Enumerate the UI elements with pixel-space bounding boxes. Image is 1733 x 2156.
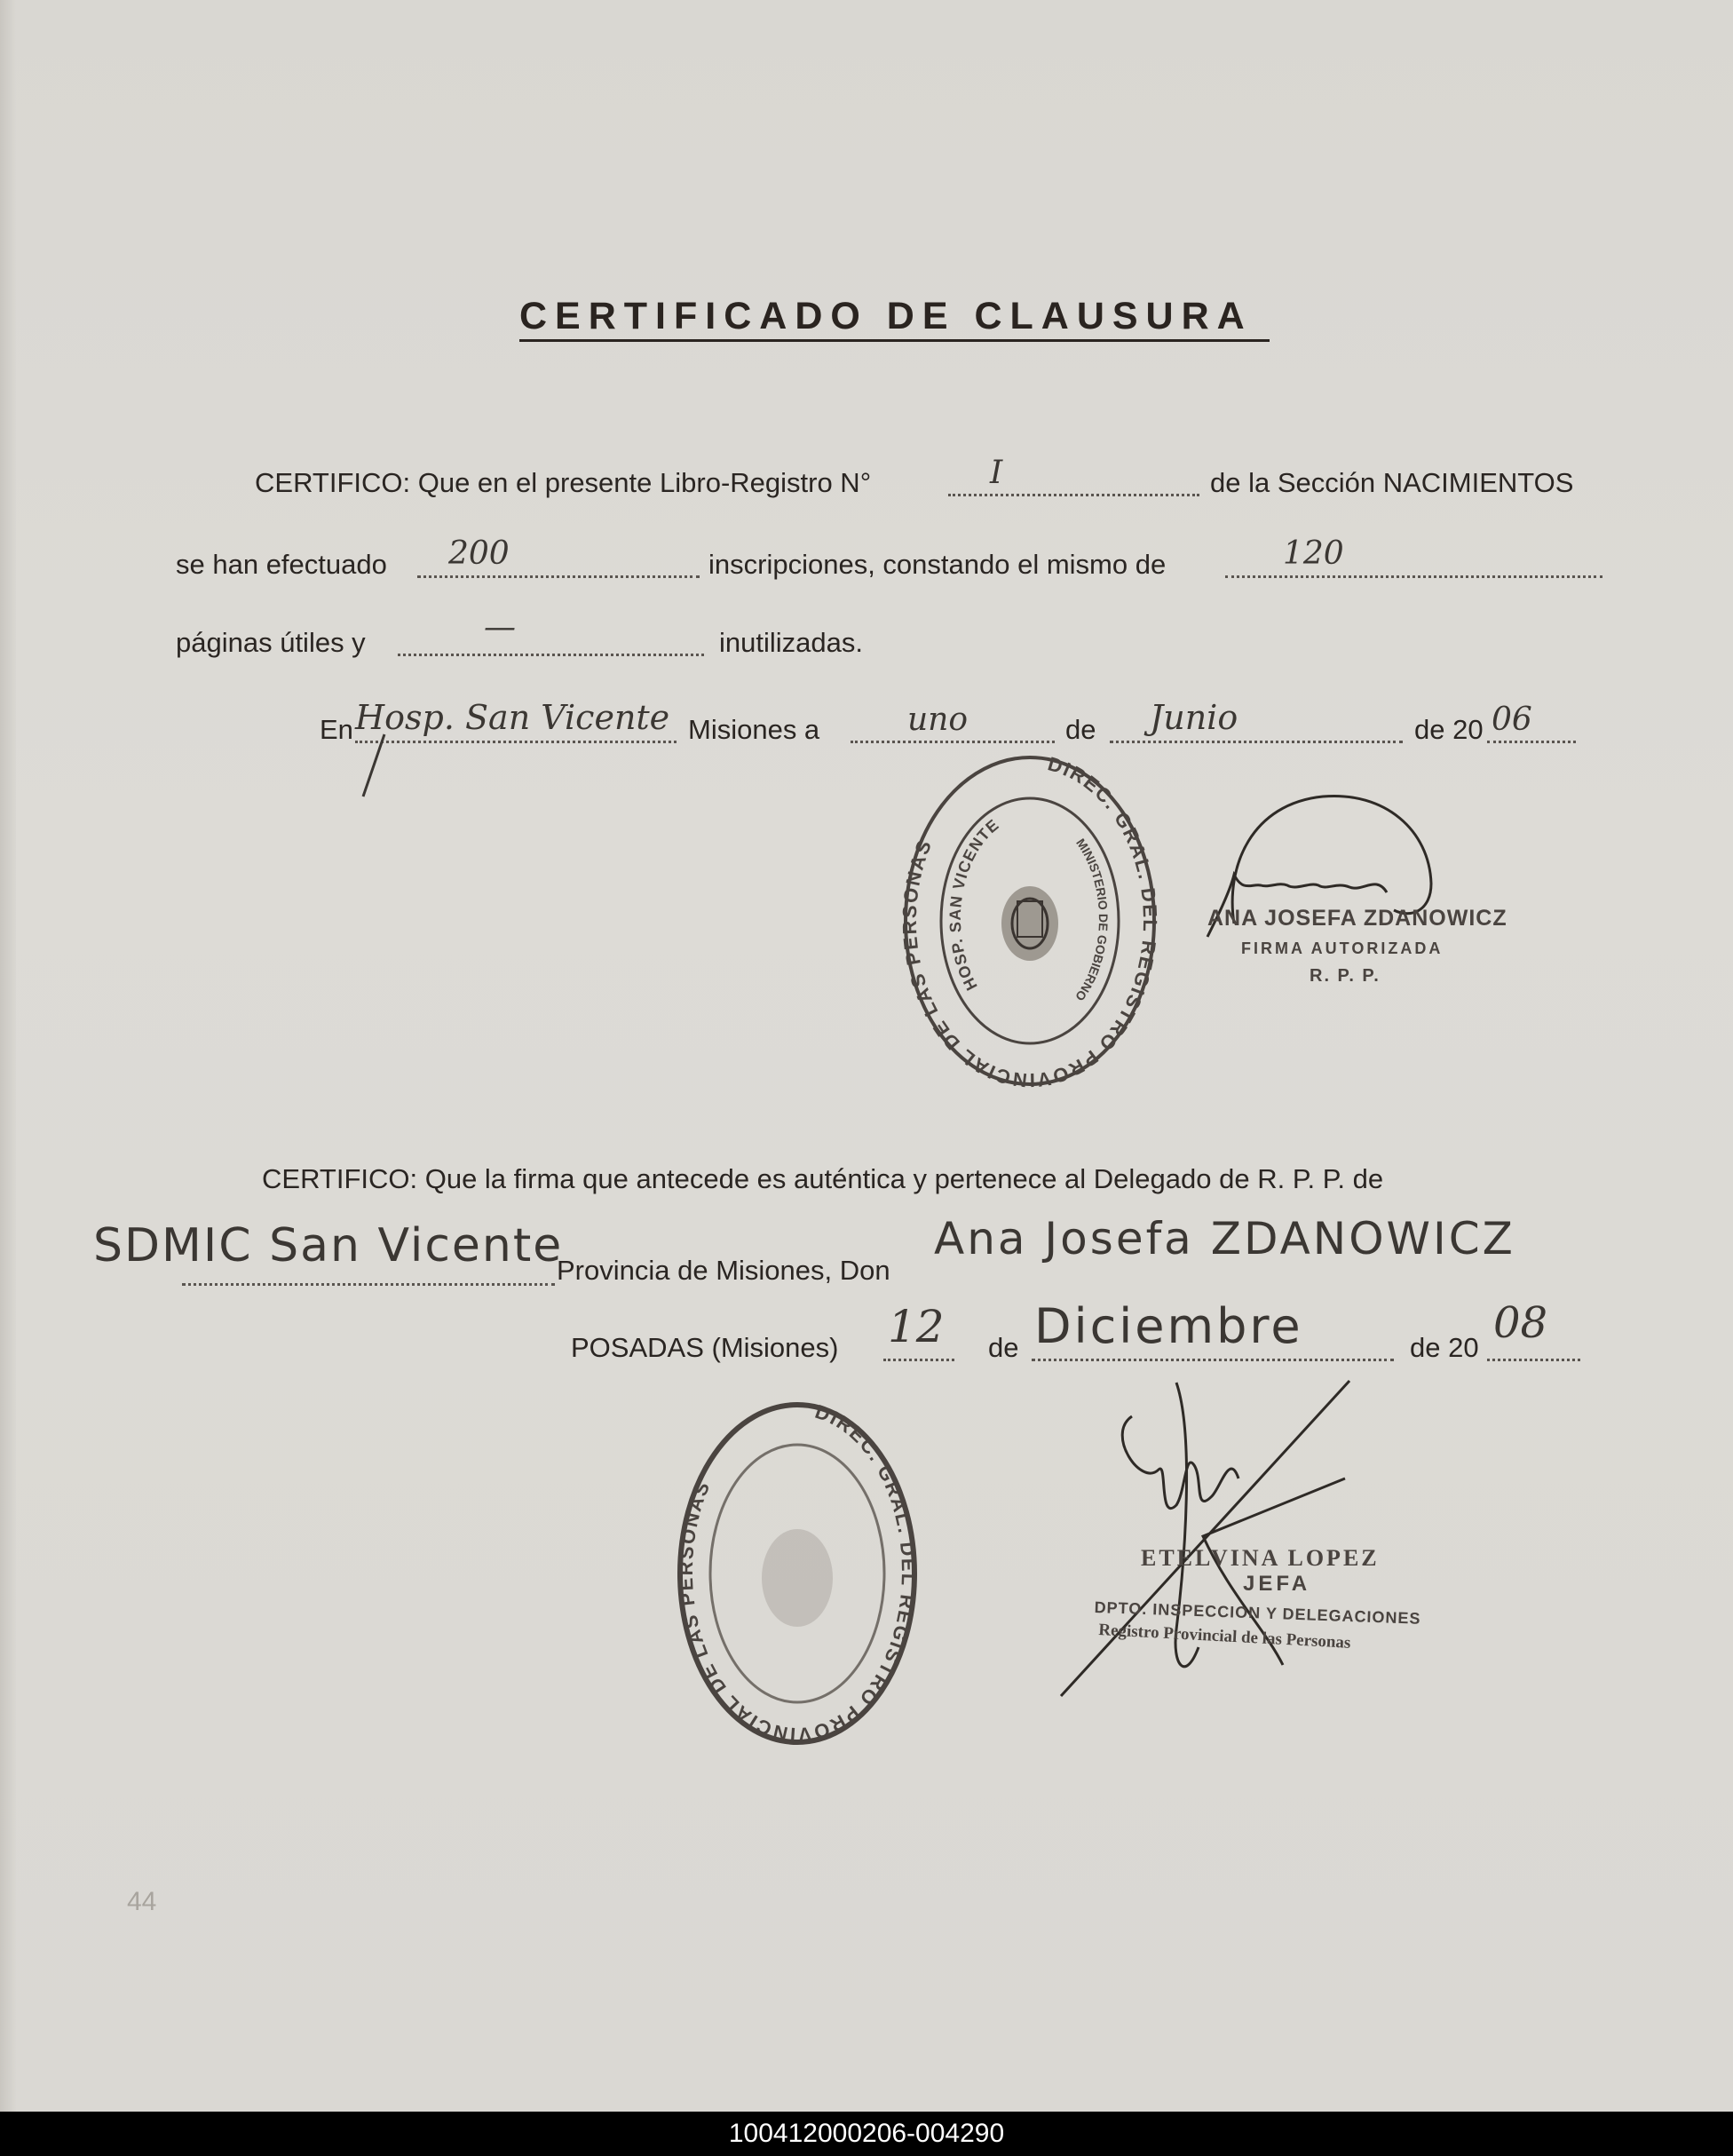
signature1-role: FIRMA AUTORIZADA <box>1241 939 1444 957</box>
handwritten-place: Hosp. San Vicente <box>355 698 670 737</box>
handwritten-day-2: 12 <box>888 1301 945 1352</box>
cert-line3-suffix: inutilizadas. <box>719 627 863 658</box>
verify-line3-de1: de <box>988 1332 1019 1363</box>
handwritten-month-2: Diciembre <box>1034 1298 1303 1354</box>
official-stamp-seal-2 <box>664 1396 930 1760</box>
signature2-name: ETELVINA LOPEZ <box>1141 1545 1380 1571</box>
faded-emblem-icon <box>762 1529 833 1627</box>
cert-line4-misiones: Misiones a <box>688 714 820 745</box>
dotted-field <box>1032 1359 1394 1361</box>
cert-line4-en: En <box>320 714 353 745</box>
handwritten-dash: — <box>484 609 516 646</box>
dotted-field <box>1110 741 1403 743</box>
dotted-field <box>417 575 700 578</box>
dotted-field <box>851 741 1055 743</box>
official-stamp-seal <box>897 750 1163 1097</box>
handwritten-delegate-name: Ana Josefa ZDANOWICZ <box>934 1213 1515 1264</box>
dotted-field <box>883 1359 954 1361</box>
document-id-footer <box>0 2112 1733 2156</box>
dotted-field <box>398 654 704 656</box>
cert-line2-mid: inscripciones, constando el mismo de <box>708 549 1167 580</box>
document-id: 100412000206-004290 <box>728 2119 1005 2148</box>
stamp-inner-bottom-text: MINISTERIO DE GOBIERNO <box>1072 836 1111 1004</box>
handwritten-pages-count: 120 <box>1283 535 1344 572</box>
dotted-field <box>182 1283 555 1286</box>
signature2-dept: DPTO. INSPECCION Y DELEGACIONES <box>1094 1598 1421 1628</box>
cert-line1-prefix: CERTIFICO: Que en el presente Libro-Registro N° <box>255 467 872 498</box>
signature1-org: R. P. P. <box>1310 966 1381 986</box>
dotted-field <box>1225 575 1602 578</box>
cert-line1-suffix: de la Sección NACIMIENTOS <box>1210 467 1574 498</box>
verify-line3-prefix: POSADAS (Misiones) <box>571 1332 839 1363</box>
dotted-field <box>1487 741 1576 743</box>
page-edge-shadow <box>0 0 16 2112</box>
handwritten-day: uno <box>907 701 969 738</box>
svg-text:HOSP. SAN VICENTE <box>946 815 1002 993</box>
handwritten-delegation-place: SDMIC San Vicente <box>93 1219 564 1272</box>
stamp-inner-text: HOSP. SAN VICENTE <box>946 815 1003 994</box>
handwritten-inscriptions-count: 200 <box>448 535 510 572</box>
coat-of-arms-icon <box>1001 886 1058 961</box>
verify-line3-de2: de 20 <box>1410 1332 1479 1363</box>
verify-line2-mid: Provincia de Misiones, Don <box>557 1255 890 1286</box>
cert-line4-de2: de 20 <box>1414 714 1484 745</box>
pen-stroke <box>360 733 395 804</box>
dotted-field <box>948 494 1199 496</box>
faint-page-mark: 44 <box>127 1887 157 1916</box>
cert-line2-prefix: se han efectuado <box>176 549 387 580</box>
handwritten-month: Junio <box>1150 698 1238 737</box>
dotted-field <box>355 741 677 743</box>
verify-line1: CERTIFICO: Que la firma que antecede es auténtica y pertenece al Delegado de R. P. P. de <box>262 1163 1384 1194</box>
handwritten-year: 06 <box>1492 701 1532 738</box>
stamp-outer-text: DIREC. GRAL. DEL REGISTRO PROVINCIAL DE LAS PERSONAS <box>898 752 1162 1092</box>
title-underline <box>519 339 1270 342</box>
page-title: CERTIFICADO DE CLAUSURA <box>519 295 1253 337</box>
cert-line3-prefix: páginas útiles y <box>176 627 366 658</box>
signature-etelvina-lopez <box>1052 1381 1372 1700</box>
handwritten-year-2: 08 <box>1493 1298 1548 1348</box>
handwritten-register-number: I <box>990 455 1003 491</box>
dotted-field <box>1487 1359 1580 1361</box>
signature2-org: Registro Provincial de las Personas <box>1097 1621 1351 1653</box>
signature2-role: JEFA <box>1243 1572 1311 1596</box>
stamp2-outer-text: DIREC. GRAL. DEL REGISTRO PROVINCIAL DE LAS PERSONAS <box>674 1399 921 1747</box>
cert-line4-de1: de <box>1065 714 1096 745</box>
signature1-name: ANA JOSEFA ZDANOWICZ <box>1207 906 1507 931</box>
svg-text:MINISTERIO DE GOBIERNO <box>1072 836 1111 1003</box>
